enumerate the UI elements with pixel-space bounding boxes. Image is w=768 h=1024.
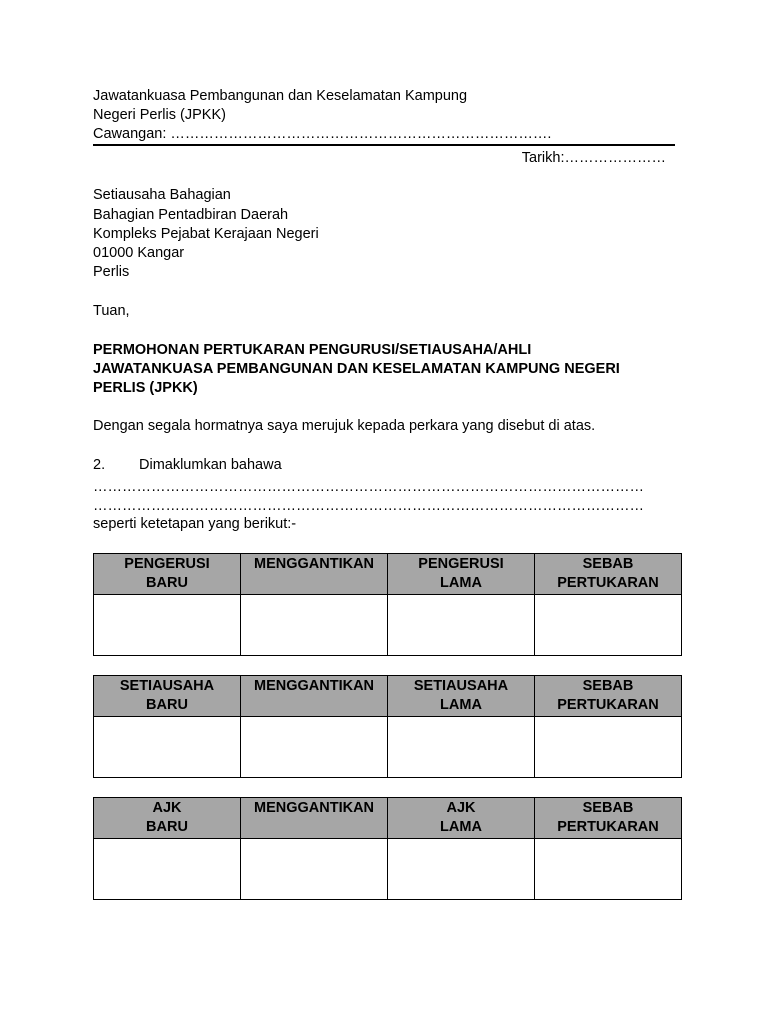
table-header-cell: PENGERUSI LAMA bbox=[388, 554, 535, 595]
subject-line-1: PERMOHONAN PERTUKARAN PENGURUSI/SETIAUSAHA/AHLI bbox=[93, 342, 532, 358]
table-header-cell: SEBAB PERTUKARAN bbox=[535, 676, 682, 717]
table-header-row bbox=[94, 554, 682, 595]
recipient-line-4: 01000 Kangar bbox=[93, 245, 185, 261]
table-row bbox=[94, 839, 682, 900]
table-cell-replacing[interactable] bbox=[241, 839, 388, 900]
table-header-cell: SEBAB PERTUKARAN bbox=[535, 798, 682, 839]
paragraph-1: Dengan segala hormatnya saya merujuk kepada perkara yang disebut di atas. bbox=[93, 418, 596, 434]
subject-line-3: PERLIS (JPKK) bbox=[93, 380, 198, 396]
org-name-line-1: Jawatankuasa Pembangunan dan Keselamatan Kampung bbox=[93, 88, 468, 104]
table-cell-old-secretary[interactable] bbox=[388, 717, 535, 778]
table-cell-new-member[interactable] bbox=[94, 839, 241, 900]
table-header-cell: MENGGANTIKAN bbox=[241, 798, 388, 839]
org-name-line-2: Negeri Perlis (JPKK) bbox=[93, 107, 226, 123]
table-cell-new-secretary[interactable] bbox=[94, 717, 241, 778]
recipient-line-3: Kompleks Pejabat Kerajaan Negeri bbox=[93, 226, 319, 242]
table-header-cell: MENGGANTIKAN bbox=[241, 554, 388, 595]
paragraph-2-number: 2. bbox=[93, 457, 106, 473]
table-header-cell: MENGGANTIKAN bbox=[241, 676, 388, 717]
header-rule bbox=[93, 144, 675, 146]
table-header-cell: PENGERUSI BARU bbox=[94, 554, 241, 595]
table-header-row bbox=[94, 798, 682, 839]
table-cell-old-member[interactable] bbox=[388, 839, 535, 900]
table-header-row bbox=[94, 676, 682, 717]
table-row bbox=[94, 595, 682, 656]
table-cell-reason[interactable] bbox=[535, 717, 682, 778]
branch-field: Cawangan: ……………………………………………………………………. bbox=[93, 126, 552, 142]
table-header-cell: AJK BARU bbox=[94, 798, 241, 839]
table-cell-new-chairman[interactable] bbox=[94, 595, 241, 656]
table-cell-reason[interactable] bbox=[535, 839, 682, 900]
paragraph-2-end: seperti ketetapan yang berikut:- bbox=[93, 516, 297, 532]
recipient-line-1: Setiausaha Bahagian bbox=[93, 187, 231, 203]
committee-member-change-table bbox=[93, 797, 682, 900]
date-field: Tarikh:………………… bbox=[521, 150, 666, 166]
secretary-change-table bbox=[93, 675, 682, 778]
table-cell-replacing[interactable] bbox=[241, 717, 388, 778]
table-cell-reason[interactable] bbox=[535, 595, 682, 656]
table-header-cell: SETIAUSAHA LAMA bbox=[388, 676, 535, 717]
table-header-cell: SEBAB PERTUKARAN bbox=[535, 554, 682, 595]
recipient-line-5: Perlis bbox=[93, 264, 130, 280]
paragraph-2-text: Dimaklumkan bahawa bbox=[139, 457, 282, 473]
fill-in-dots-line-1: …………………………………………………………………………………………………… bbox=[93, 479, 644, 495]
table-header-cell: AJK LAMA bbox=[388, 798, 535, 839]
table-cell-old-chairman[interactable] bbox=[388, 595, 535, 656]
recipient-line-2: Bahagian Pentadbiran Daerah bbox=[93, 207, 289, 223]
fill-in-dots-line-2: …………………………………………………………………………………………………… bbox=[93, 498, 644, 514]
subject-line-2: JAWATANKUASA PEMBANGUNAN DAN KESELAMATAN KAMPUNG NEGERI bbox=[93, 361, 620, 377]
salutation: Tuan, bbox=[93, 303, 130, 319]
table-header-cell: SETIAUSAHA BARU bbox=[94, 676, 241, 717]
table-cell-replacing[interactable] bbox=[241, 595, 388, 656]
table-row bbox=[94, 717, 682, 778]
chairman-change-table bbox=[93, 553, 682, 656]
